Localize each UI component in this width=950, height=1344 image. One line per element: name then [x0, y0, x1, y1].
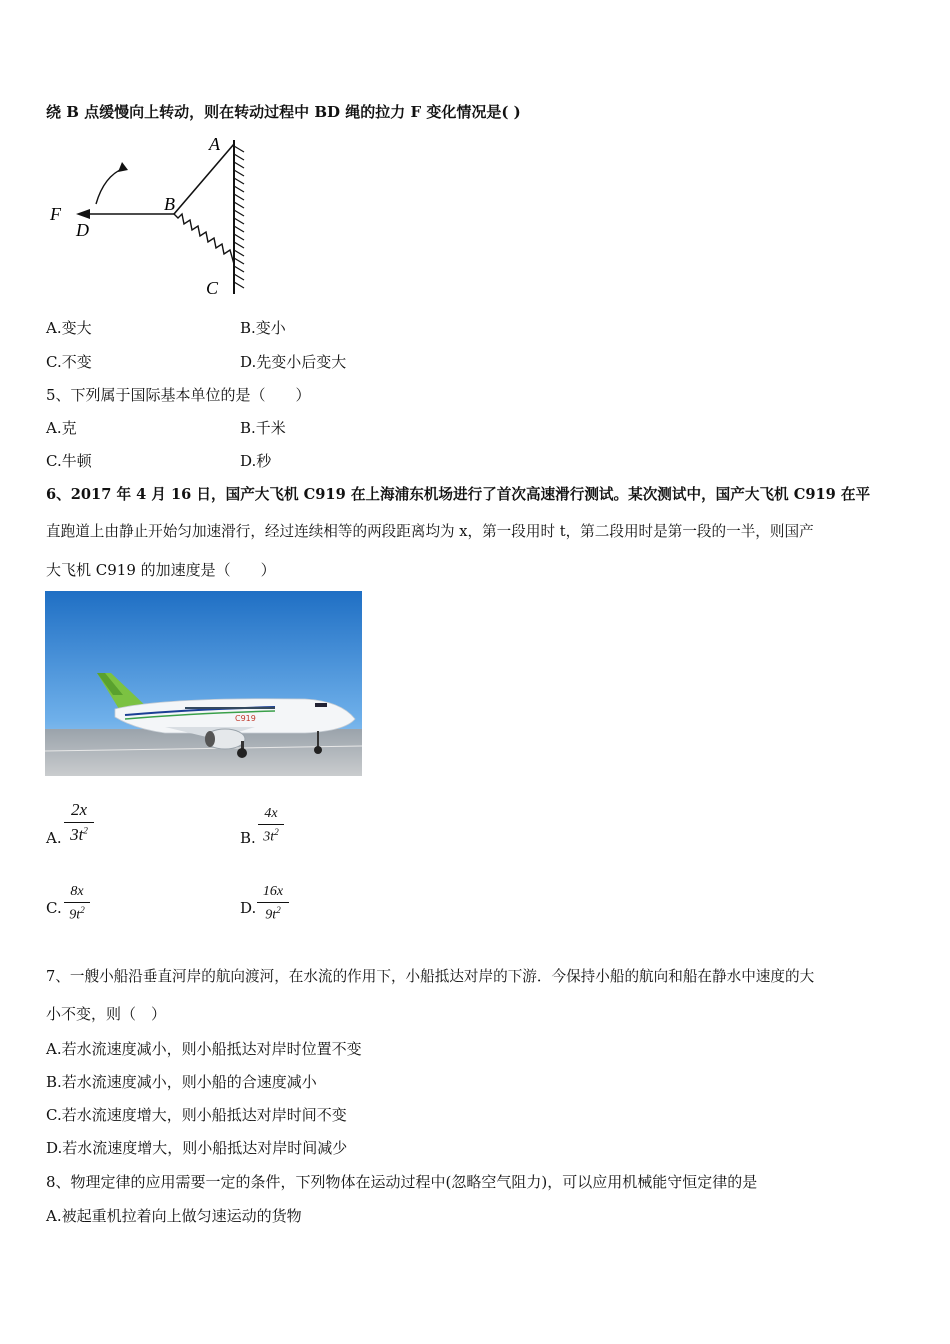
rope-ab	[174, 144, 234, 214]
q6-c-numerator: 8x	[70, 884, 84, 899]
q6-option-a-label[interactable]: A.	[46, 829, 62, 847]
q4-force-diagram	[46, 132, 256, 302]
spring-bc	[174, 214, 234, 264]
q6-a-denominator: $3t^2$	[70, 825, 88, 844]
q7-stem-line1: 7、一艘小船沿垂直河岸的航向渡河，在水流的作用下，小船抵达对岸的下游．今保持小船的航向和船在静水中速度的大	[46, 968, 815, 985]
q6-b-denominator: $3t^2$	[263, 827, 279, 845]
q6-option-c-fraction[interactable]	[64, 884, 90, 924]
q6-option-c-label[interactable]: C.	[46, 899, 62, 917]
q6-stem-line3: 大飞机 C919 的加速度是（ ）	[46, 561, 276, 579]
q7-option-c[interactable]: C.若水流速度增大，则小船抵达对岸时间不变	[46, 1106, 347, 1124]
q4-option-a[interactable]: A.变大	[46, 319, 92, 337]
rotation-arrow-head	[118, 162, 128, 172]
q6-d-denominator: $9t^2$	[265, 905, 281, 923]
q6-stem-line1: 6、2017 年 4 月 16 日，国产大飞机 C919 在上海浦东机场进行了首次高速滑行测试。某次测试中，国产大飞机 C919 在平	[46, 486, 871, 503]
q4-option-b[interactable]: B.变小	[240, 319, 286, 337]
q6-stem-line2: 直跑道上由静止开始匀加速滑行，经过连续相等的两段距离均为 x，第一段用时 t，第二段用时是第一段的一半，则国产	[46, 523, 814, 540]
q5-option-b[interactable]: B.千米	[240, 419, 286, 437]
q6-a-numerator: 2x	[70, 800, 88, 819]
rotation-arrow-icon	[96, 168, 124, 204]
q6-d-numerator: 16x	[262, 884, 284, 899]
q8-option-a[interactable]: A.被起重机拉着向上做匀速运动的货物	[46, 1207, 302, 1225]
q8-stem: 8、物理定律的应用需要一定的条件，下列物体在运动过程中(忽略空气阻力)，可以应用机械能守恒定律的是	[46, 1173, 758, 1191]
plane-c919-label: C919	[235, 714, 256, 723]
q6-option-b-label[interactable]: B.	[240, 829, 256, 847]
q6-option-d-fraction[interactable]	[257, 884, 289, 924]
q5-option-c[interactable]: C.牛顿	[46, 452, 92, 470]
q7-option-a[interactable]: A.若水流速度减小，则小船抵达对岸时位置不变	[46, 1040, 362, 1058]
label-f: F	[50, 204, 61, 224]
wall-hatching	[234, 146, 244, 288]
c919-airplane-photo	[45, 591, 362, 776]
q6-option-a-fraction[interactable]	[64, 800, 94, 845]
label-d: D	[76, 220, 89, 240]
q6-c-denominator: $9t^2$	[69, 905, 85, 923]
label-a: A	[209, 134, 220, 154]
force-arrow-head	[76, 209, 90, 219]
q7-option-b[interactable]: B.若水流速度减小，则小船的合速度减小	[46, 1073, 317, 1091]
q7-option-d[interactable]: D.若水流速度增大，则小船抵达对岸时间减少	[46, 1139, 348, 1157]
q5-stem: 5、下列属于国际基本单位的是（ ）	[46, 386, 311, 404]
q4-option-c[interactable]: C.不变	[46, 353, 92, 371]
q5-option-d[interactable]: D.秒	[240, 452, 272, 470]
q4-stem: 绕 B 点缓慢向上转动，则在转动过程中 BD 绳的拉力 F 变化情况是( )	[46, 103, 521, 121]
label-b: B	[164, 194, 175, 214]
q7-stem-line2: 小不变，则（ ）	[46, 1005, 167, 1023]
q6-b-numerator: 4x	[264, 806, 278, 821]
q6-option-b-fraction[interactable]	[258, 806, 284, 846]
q5-option-a[interactable]: A.克	[46, 419, 77, 437]
q6-option-d-label[interactable]: D.	[240, 899, 257, 917]
q4-option-d[interactable]: D.先变小后变大	[240, 353, 347, 371]
label-c: C	[206, 278, 219, 298]
